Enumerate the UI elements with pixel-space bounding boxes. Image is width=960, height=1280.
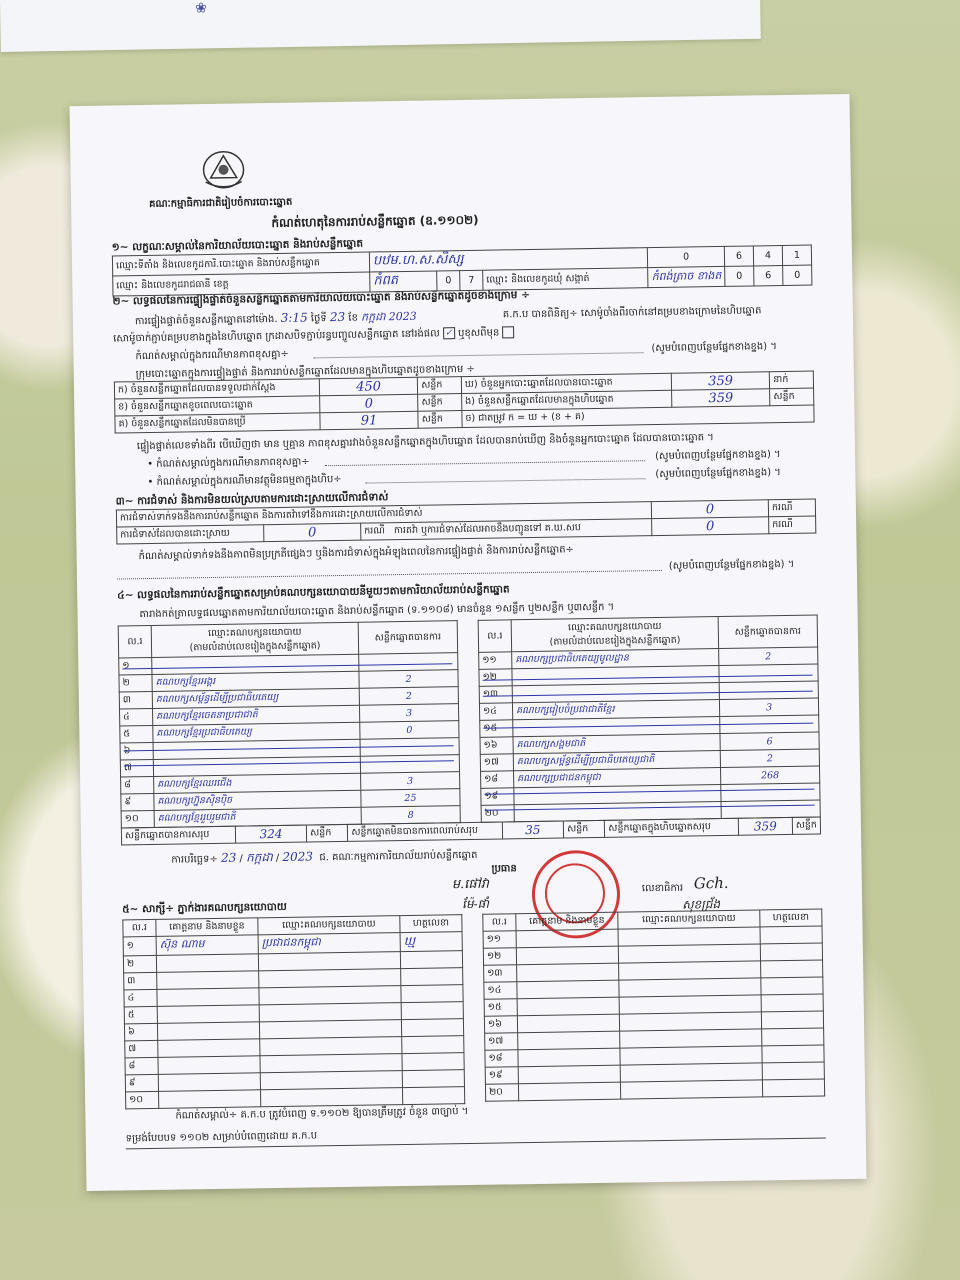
row-no: ៩ bbox=[121, 793, 154, 811]
col-party-label: ឈ្មោះគណបក្សនយោបាយ bbox=[207, 626, 302, 639]
day-prefix: ថ្ងៃទី bbox=[310, 313, 327, 325]
objection-label: ការជំទាស់ទាក់ទងនឹងការរាប់សន្លឹកឆ្នោត និងការតវ៉ាទៅនឹងការដោះស្រាយលើការជំទាស់ bbox=[116, 502, 651, 527]
unit: សន្លឹក bbox=[564, 820, 605, 838]
formula-label: ច) ជាតម្រូវ ក = ឃ + (ខ + គ) bbox=[462, 405, 814, 428]
col-sign: ហត្ថលេខា bbox=[400, 915, 462, 933]
invalid-total-value: 35 bbox=[502, 821, 564, 839]
party-name: គណបក្សហ្វ៊ុនស៊ិនប៉ិច bbox=[154, 790, 361, 810]
col-votes: សន្លឹកឆ្នោតបានការ bbox=[718, 615, 817, 649]
party-votes: 2 bbox=[719, 647, 818, 666]
party-votes: 0 bbox=[360, 721, 459, 740]
row-no: ១៨ bbox=[485, 1050, 518, 1068]
note-hint: (សូមបំពេញបន្ថែមផ្នែកខាងខ្នង) ។ bbox=[651, 341, 777, 355]
count-label: គ) ចំនួនសន្លឹកឆ្នោតដែលមិនបានប្រើ bbox=[115, 413, 320, 433]
col-no: ល.រ bbox=[483, 914, 516, 932]
row-no: ៧ bbox=[120, 759, 153, 777]
col-party-sub: (តាមលំដាប់លេខរៀងក្នុងសន្លឹកឆ្នោត) bbox=[549, 634, 681, 648]
bullet-2-dots bbox=[365, 467, 645, 483]
row-no: ១២ bbox=[479, 669, 512, 687]
party-name: គណបក្សសម្ព័ន្ធដើម្បីប្រជាធិបតេយ្យ bbox=[152, 688, 359, 708]
row-no: ៤ bbox=[120, 708, 153, 726]
row-no: ១០ bbox=[121, 810, 154, 828]
footnote: កំណត់សម្គាល់÷ គ.ក.ប ត្រូវបំពេញ ទ.១១០២ ឱ្យបានត្រឹមត្រូវ ចំនួន ៣ច្បាប់ ។ bbox=[175, 1106, 469, 1122]
paper-scrap-top bbox=[0, 0, 761, 52]
form-title: កំណត់ហេតុនៃការរាប់សន្លឹកឆ្នោត (ឧ.១១០២) bbox=[271, 212, 479, 231]
witness-table-right bbox=[482, 908, 825, 1101]
date-label: ការបរិច្ឆេទ÷ bbox=[171, 853, 218, 866]
invalid-total-label: សន្លឹកឆ្នោតមិនបានការពេលរាប់សរុប bbox=[348, 822, 502, 841]
row-no: ៣ bbox=[124, 972, 157, 990]
irregularity-note: កំណត់សម្គាល់ទាក់ទងនឹងភាពមិនប្រក្រតីផ្សេងៗ ឬនិងការជំទាស់ក្នុងអំឡុងពេលនៃការផ្ទៀងផ្ទាត់ និងការរាប់សន្លឹកឆ្នោត÷ bbox=[138, 544, 574, 563]
party-name: គណបក្សសង្គមជាតិ bbox=[513, 734, 720, 754]
row-no: ១៥ bbox=[480, 720, 513, 738]
col-sign: ហត្ថលេខា bbox=[760, 909, 822, 927]
section3-heading: ៣~ ការជំទាស់ និងការមិនយល់ស្របតាមការដោះស្រាយលើការជំទាស់ bbox=[115, 491, 389, 508]
party-votes: 268 bbox=[720, 766, 819, 785]
code-digit: 6 bbox=[754, 266, 783, 286]
ornament-icon: ❀ bbox=[195, 0, 208, 17]
unit: នាក់ bbox=[770, 371, 814, 389]
day-value: 23 bbox=[329, 309, 346, 325]
province-label: ឈ្មោះ និងលេខកូដរាជធានី ខេត្ត bbox=[113, 272, 370, 296]
count-label: ង) ចំនួនសន្លឹកឆ្នោតដែលមានក្នុងហិបឆ្នោត bbox=[462, 390, 672, 410]
forward-value: 0 bbox=[652, 517, 769, 536]
different-checkbox[interactable] bbox=[502, 326, 514, 338]
unit: ករណី bbox=[769, 516, 816, 534]
chair-label: ប្រធាន bbox=[491, 863, 517, 875]
received-value: 450 bbox=[319, 377, 418, 396]
row-no: ២ bbox=[123, 955, 156, 973]
date-month: កក្កដា bbox=[245, 850, 273, 865]
row-no: ១៦ bbox=[480, 737, 513, 755]
different-label: ឬខុសពីមុន bbox=[457, 327, 500, 340]
bullet-1-hint: (សូមបំពេញបន្ថែមផ្នែកខាងខ្នង) ។ bbox=[655, 449, 781, 463]
month-value: កក្កដា bbox=[360, 310, 386, 324]
section1-heading: ១~ លក្ខណៈសម្គាល់នៃការិយាល័យបោះឆ្នោត និងរាប់សន្លឹកឆ្នោត bbox=[111, 237, 364, 254]
party-name: គណបក្សខ្មែរឈរជើង bbox=[154, 773, 361, 793]
party-votes bbox=[360, 755, 459, 774]
row-no: ១១ bbox=[479, 652, 512, 670]
location-label: ឈ្មោះទីតាំង និងលេខកូដការិ.បោះឆ្នោត និងរាប់សន្លឹកឆ្នោត bbox=[112, 252, 369, 276]
row-no: ១៧ bbox=[480, 754, 513, 772]
code-digit: 0 bbox=[648, 246, 725, 267]
month-prefix: ខែ bbox=[348, 312, 359, 324]
resolved-value: 0 bbox=[264, 523, 361, 542]
col-no: ល.រ bbox=[118, 625, 151, 658]
row-no: ១៧ bbox=[485, 1033, 518, 1051]
party-votes: 3 bbox=[359, 704, 458, 723]
election-form-sheet bbox=[70, 94, 867, 1191]
col-name: គោត្តនាម និងនាមខ្លួន bbox=[156, 918, 258, 937]
col-votes: សន្លឹកឆ្នោតបានការ bbox=[358, 621, 457, 655]
resolved-label: ការជំទាស់ដែលបានដោះស្រាយ bbox=[117, 525, 264, 544]
party-votes bbox=[359, 653, 458, 672]
commune-value: កំពង់ត្រាច ខាងត bbox=[648, 266, 725, 287]
party-name: គណបក្សប្រជាធិបតេយ្យមូលដ្ឋាន bbox=[512, 649, 719, 669]
bullet-1-dots bbox=[325, 449, 645, 466]
note-label: កំណត់សម្គាល់ក្នុងករណីមានភាពខុសគ្នា÷ bbox=[135, 348, 289, 363]
col-name: គោត្តនាម និងនាមខ្លួន bbox=[516, 912, 618, 931]
code-digit: 0 bbox=[725, 266, 754, 286]
row-no: ១៤ bbox=[479, 703, 512, 721]
row-no: ១ bbox=[123, 936, 156, 956]
party-name: គណបក្សខ្មែរអង្គរ bbox=[152, 671, 359, 691]
objection-value: 0 bbox=[651, 500, 768, 519]
row-no: ៨ bbox=[121, 776, 154, 794]
row-no: ៨ bbox=[125, 1057, 158, 1075]
witness-signature: ឃ្ម bbox=[400, 932, 462, 952]
row-no: ២ bbox=[119, 674, 152, 692]
witness-name: ស៊ុន ណាម bbox=[156, 935, 258, 956]
party-votes: 8 bbox=[361, 806, 460, 825]
party-votes: 2 bbox=[720, 749, 819, 768]
year-value: 2023 bbox=[388, 309, 417, 324]
party-name: គណបក្សខ្មែរប្រជាធិបតេយ្យ bbox=[153, 722, 360, 742]
count-subline: ក្រុមបោះឆ្នោតក្នុងការផ្ទៀងផ្ទាត់ និងការរាប់សន្លឹកឆ្នោតដែលមានក្នុងហិបឆ្នោតដូចខាងក្រោម ÷ bbox=[135, 363, 475, 381]
unit: ករណី bbox=[768, 499, 815, 517]
party-name: គណបក្សខ្មែររួបរួមជាតិ bbox=[154, 807, 361, 827]
row-no: ៦ bbox=[124, 1023, 157, 1041]
party-votes: 6 bbox=[720, 732, 819, 751]
forward-label: ការតវ៉ា ឬការជំទាស់ដែលអាចនឹងបញ្ជូនទៅ គ.ឃ.សប bbox=[393, 522, 581, 537]
row-no: ២០ bbox=[485, 1084, 518, 1102]
count-table bbox=[114, 371, 815, 434]
row-no: ៤ bbox=[124, 989, 157, 1007]
party-votes: 3 bbox=[719, 698, 818, 717]
party-votes: 25 bbox=[361, 789, 460, 808]
province-value: កំពត bbox=[370, 271, 437, 292]
code-digit: 6 bbox=[724, 246, 753, 266]
secretary-name: សុខជ្រ័ង bbox=[682, 897, 721, 912]
nec-emblem-icon bbox=[200, 147, 247, 190]
verify-line: ផ្ទៀងផ្ទាត់លេខទាំងពីរ បើឃើញថា មាន ឬគ្មាន ភាពខុសគ្នារវាងចំនួនសន្លឹកឆ្នោតក្នុងហិបឆ្នោត ដែលបានរាប់ឃើញ និងចំនួនអ្នកបោះឆ្នោត ដែលបានបោះឆ្នោត ។ bbox=[136, 432, 714, 453]
unit: ករណី bbox=[364, 525, 385, 537]
party-votes: 2 bbox=[359, 687, 458, 706]
witness-party: ប្រជាជនកម្ពុជា bbox=[258, 933, 400, 954]
row-no: ១៤ bbox=[484, 982, 517, 1000]
same-checkbox[interactable] bbox=[443, 327, 455, 339]
section4-heading: ៤~ លទ្ធផលនៃការរាប់សន្លឹកឆ្នោតសម្រាប់គណបក្សនយោបាយនីមួយៗតាមការិយាល័យរាប់សន្លឹកឆ្នោត bbox=[117, 583, 510, 602]
row-no: ៣ bbox=[119, 691, 152, 709]
code-digit: 7 bbox=[460, 270, 483, 290]
valid-total-label: សន្លឹកឆ្នោតបានការសរុប bbox=[121, 826, 235, 845]
col-party: ឈ្មោះគណបក្សនយោបាយ bbox=[618, 910, 760, 929]
unused-value: 91 bbox=[320, 411, 419, 430]
unit: សន្លឹក bbox=[307, 824, 348, 842]
section2-heading: ២~ លទ្ធផលនៃការផ្ទៀងផ្ទាត់ចំនួនសន្លឹកឆ្នោតតាមការិយាល័យបោះឆ្នោត និងរាប់សន្លឹកឆ្នោតដូចខាងក្រោម ÷ bbox=[112, 288, 530, 308]
irregularity-hint: (សូមបំពេញបន្ថែមផ្នែកខាងខ្នង) ។ bbox=[668, 558, 795, 572]
unit: សន្លឹក bbox=[418, 394, 462, 412]
date-day: 23 bbox=[220, 850, 237, 865]
voters-value: 359 bbox=[671, 372, 770, 391]
ballots-in-box-value: 359 bbox=[672, 389, 771, 408]
date-year: 2023 bbox=[282, 849, 314, 864]
section5-heading: ៥~ សាក្សី÷ ភ្នាក់ងារគណបក្សនយោបាយ bbox=[122, 900, 287, 916]
party-votes bbox=[719, 664, 818, 683]
row-no: ៧ bbox=[125, 1040, 158, 1058]
date-line: ការបរិច្ឆេទ÷ 23 / កក្កដា / 2023 ជ. គណៈកម្មការការិយាល័យរាប់សន្លឹកឆ្នោត bbox=[171, 849, 478, 866]
seal-line: គ.ក.ប បានពិនិត្យ÷ សោម៉ូចាំងពីរចាក់នៅគម្របខាងក្រោមនៃហិបឆ្នោត bbox=[502, 305, 762, 321]
time-prefix: ការផ្ទៀងផ្ទាត់ចំនួនសន្លឹកឆ្នោតនៅម៉ោង. bbox=[134, 313, 278, 328]
code-digit: 4 bbox=[753, 246, 782, 266]
row-no: ១ bbox=[119, 657, 152, 675]
spoiled-value: 0 bbox=[320, 394, 419, 413]
secretary-label: លេខាធិការ bbox=[641, 882, 684, 895]
witness-table-left bbox=[122, 914, 465, 1109]
col-party bbox=[511, 617, 718, 652]
count-label: ក) ចំនួនសន្លឹកឆ្នោតដែលបានទទួលជាក់ស្ដែង bbox=[114, 379, 319, 399]
bullet-2-hint: (សូមបំពេញបន្ថែមផ្នែកខាងខ្នង) ។ bbox=[655, 467, 781, 481]
box-total-label: សន្លឹកឆ្នោតក្នុងហិបឆ្នោតសរុប bbox=[605, 818, 739, 837]
code-digit: 0 bbox=[437, 271, 460, 291]
row-no: ៥ bbox=[124, 1006, 157, 1024]
secretary-signature: Gch. bbox=[693, 873, 729, 893]
row-no: ១៣ bbox=[479, 686, 512, 704]
box-total-value: 359 bbox=[738, 817, 792, 835]
col-party-label: ឈ្មោះគណបក្សនយោបាយ bbox=[567, 620, 662, 633]
unit: សន្លឹក bbox=[418, 411, 462, 429]
party-votes bbox=[721, 783, 820, 802]
party-name: គណបក្សខ្មែរចេតនាប្រជាជាតិ bbox=[152, 705, 359, 725]
row-no: ១០ bbox=[126, 1091, 159, 1109]
row-no: ១១ bbox=[483, 931, 516, 949]
party-name: គណបក្សរៀបចំប្រជាជាតិខ្មែរ bbox=[512, 700, 719, 720]
col-party: ឈ្មោះគណបក្សនយោបាយ bbox=[258, 916, 400, 935]
valid-total-value: 324 bbox=[235, 825, 307, 843]
row-no: ១៨ bbox=[481, 771, 514, 789]
sheet-count-line: តារាងកត់ត្រាលទ្ធផលឆ្នោតតាមការិយាល័យបោះឆ្នោត និងរាប់សន្លឹកឆ្នោត (ទ.១១០៨) មានចំនួន ១សន្លឹក ឬ២សន្លឹក ឬ៣សន្លឹក ។ bbox=[139, 601, 615, 621]
check-mark-icon: ✓ bbox=[444, 328, 453, 339]
count-label: ឃ) ចំនួនអ្នកបោះឆ្នោតដែលបានបោះឆ្នោត bbox=[461, 373, 671, 393]
bullet-1: • កំណត់សម្គាល់ក្នុងករណីមានភាពខុសគ្នា÷ bbox=[147, 456, 310, 471]
seal-line-2-text: សោម៉ូចាក់ភ្ជាប់គម្របខាងក្នុងនៃហិបឆ្នោត ក្រដាសបិទភ្ជាប់រន្ធបញ្ចូលសន្លឹកឆ្នោត នៅរង់ផល bbox=[113, 328, 440, 345]
forward-cell bbox=[361, 519, 652, 541]
party-name: គណបក្សប្រជាជនកម្ពុជា bbox=[514, 768, 721, 788]
party-name: គណបក្សសម្ព័ន្ធដើម្បីប្រជាធិបតេយ្យជាតិ bbox=[513, 751, 720, 771]
row-no: ១៦ bbox=[484, 1016, 517, 1034]
row-no: ១៩ bbox=[485, 1067, 518, 1085]
row-no: ១៥ bbox=[484, 999, 517, 1017]
committee-label: ជ. គណៈកម្មការការិយាល័យរាប់សន្លឹកឆ្នោត bbox=[319, 849, 478, 864]
party-votes: 3 bbox=[361, 772, 460, 791]
row-no: ២០ bbox=[481, 805, 514, 823]
row-no: ៥ bbox=[120, 725, 153, 743]
row-no: ១២ bbox=[483, 948, 516, 966]
code-digit: 0 bbox=[783, 265, 812, 285]
org-name: គណៈកម្មាធិការជាតិរៀបចំការបោះឆ្នោត bbox=[148, 196, 293, 210]
chair-signature: ម.ផៅវា bbox=[451, 876, 490, 893]
party-results-left bbox=[118, 620, 461, 828]
row-no: ១៩ bbox=[481, 788, 514, 806]
unit: សន្លឹក bbox=[770, 388, 814, 406]
col-party-sub: (តាមលំដាប់លេខរៀងក្នុងសន្លឹកឆ្នោត) bbox=[189, 639, 321, 653]
bullet-2: • កំណត់សម្គាល់ក្នុងករណីមានវត្ថុមិនធម្មតាក្នុងហិប÷ bbox=[147, 473, 342, 489]
party-votes: 2 bbox=[359, 670, 458, 689]
unit: សន្លឹក bbox=[792, 817, 820, 834]
row-no: ១៣ bbox=[484, 965, 517, 983]
count-label: ខ) ចំនួនសន្លឹកឆ្នោតខូចពេលបោះឆ្នោត bbox=[115, 396, 320, 416]
time-value: 3:15 bbox=[280, 310, 308, 325]
row-no: ៦ bbox=[120, 742, 153, 760]
code-digit: 1 bbox=[782, 245, 811, 265]
chair-signature-2: ម៉ែ-ផាំ bbox=[461, 896, 490, 912]
commune-label: ឈ្មោះ និងលេខកូដឃុំ សង្កាត់ bbox=[483, 268, 649, 291]
col-no: ល.រ bbox=[478, 620, 511, 653]
col-no: ល.រ bbox=[123, 919, 156, 937]
form-footer: ទម្រង់បែបបទ ១១០២ សម្រាប់បំពេញដោយ គ.ក.ប bbox=[126, 1120, 826, 1149]
col-party bbox=[151, 622, 358, 657]
location-value: បឋម.ហ.ស.សិស្ស bbox=[369, 248, 648, 272]
unit: សន្លឹក bbox=[418, 377, 462, 395]
row-no: ៩ bbox=[125, 1074, 158, 1092]
note-dots bbox=[313, 341, 643, 358]
